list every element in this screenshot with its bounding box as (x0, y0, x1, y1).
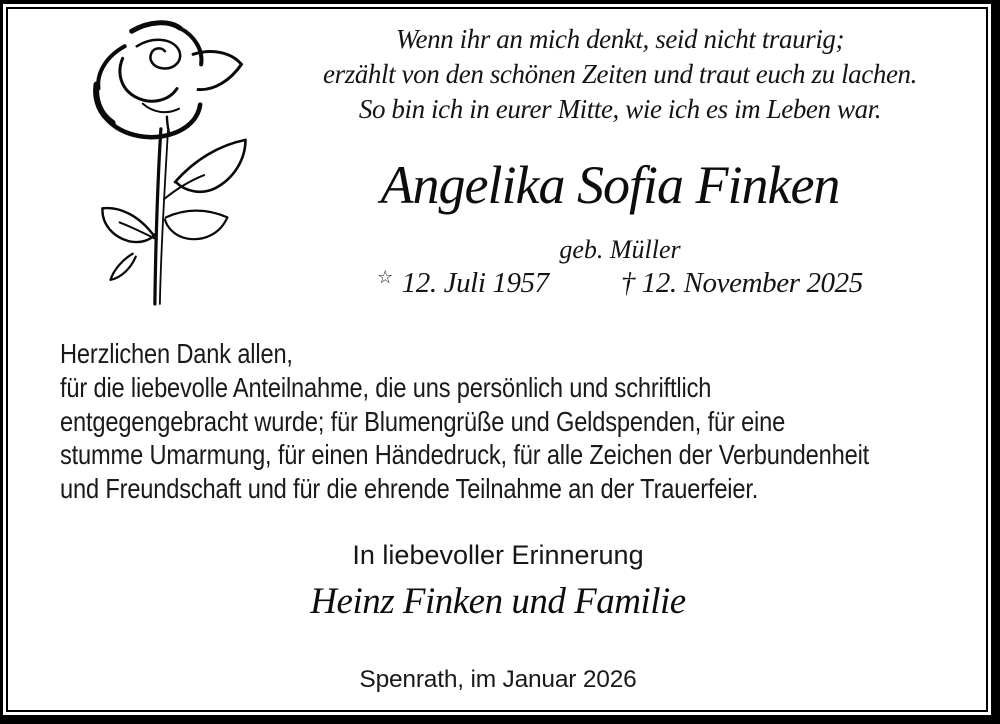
acknowledgement-text (60, 337, 989, 506)
life-dates (240, 267, 1000, 300)
poem-line-3: So bin ich in eurer Mitte, wie ich es im Leben war. (358, 94, 882, 124)
place-date-line: Spenrath, im Januar 2026 (359, 666, 637, 693)
death-cross-icon: † (620, 267, 635, 299)
death-date-text: 12. November 2025 (641, 267, 863, 299)
birth-date-text: 12. Juli 1957 (401, 267, 549, 299)
death-date (621, 267, 863, 300)
thanks-line-5: und Freundschaft und für die ehrende Teilnahme an der Trauerfeier. (60, 473, 759, 505)
remembrance-line: In liebevoller Erinnerung (352, 540, 644, 570)
poem-line-1: Wenn ihr an mich denkt, seid nicht traurig; (395, 24, 845, 54)
family-signature: Heinz Finken und Familie (310, 581, 686, 622)
thanks-line-3: entgegengebracht wurde; für Blumengrüße und Geldspenden, für eine (60, 405, 786, 437)
memorial-poem (240, 22, 1000, 127)
birth-date (377, 267, 549, 300)
deceased-name: Angelika Sofia Finken (380, 155, 840, 215)
thanks-line-2: für die liebevolle Anteilnahme, die uns persönlich und schriftlich (60, 371, 712, 403)
thanks-line-1: Herzlichen Dank allen, (60, 338, 293, 369)
thanks-line-4: stumme Umarmung, für einen Händedruck, für alle Zeichen der Verbundenheit (60, 439, 870, 471)
born-star-icon: ☆ (377, 267, 393, 288)
maiden-name: geb. Müller (559, 235, 681, 264)
poem-line-2: erzählt von den schönen Zeiten und traut euch zu lachen. (323, 59, 917, 89)
